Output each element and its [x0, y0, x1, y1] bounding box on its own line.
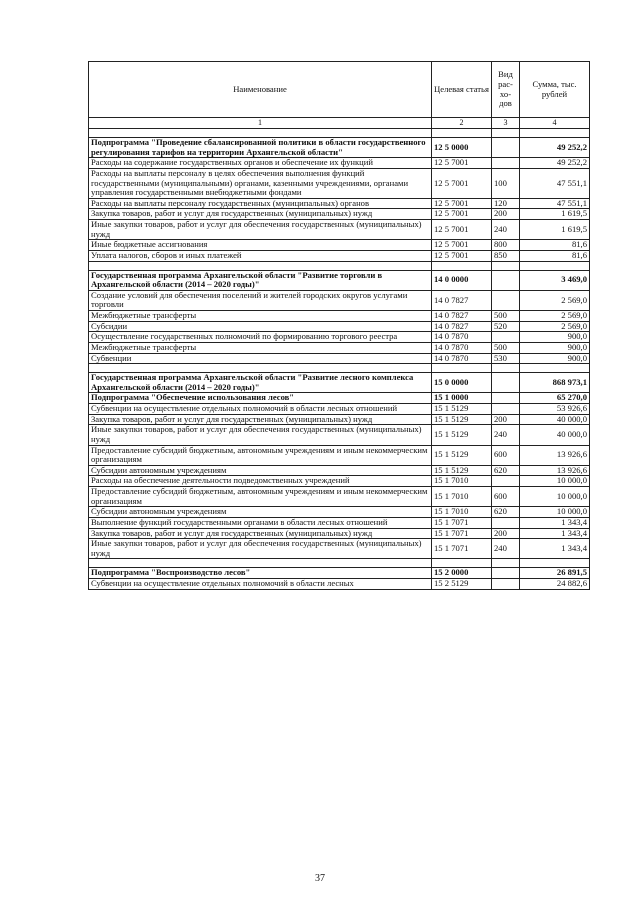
row-target-article: 14 0 0000 [432, 270, 492, 290]
row-expense-type: 800 [492, 240, 520, 251]
row-expense-type: 850 [492, 250, 520, 261]
row-target-article: 14 0 7870 [432, 353, 492, 364]
empty-cell [492, 559, 520, 568]
row-sum: 40 000,0 [520, 425, 590, 445]
row-target-article: 15 1 5129 [432, 414, 492, 425]
row-sum: 53 926,6 [520, 404, 590, 415]
row-name: Субвенции на осуществление отдельных полномочий в области лесных отношений [89, 404, 432, 415]
row-sum: 40 000,0 [520, 414, 590, 425]
row-target-article: 15 2 0000 [432, 568, 492, 579]
row-sum: 1 343,4 [520, 539, 590, 559]
row-sum: 900,0 [520, 342, 590, 353]
row-name: Субсидии [89, 321, 432, 332]
row-target-article: 15 1 7010 [432, 507, 492, 518]
row-sum: 2 569,0 [520, 290, 590, 310]
row-sum: 10 000,0 [520, 476, 590, 487]
header-expense-type: Вид рас- хо- дов [492, 62, 520, 118]
row-expense-type [492, 404, 520, 415]
empty-cell [89, 261, 432, 270]
row-expense-type [492, 476, 520, 487]
table-row [89, 579, 590, 590]
row-expense-type: 600 [492, 487, 520, 507]
empty-cell [432, 129, 492, 138]
row-expense-type [492, 579, 520, 590]
row-name: Подпрограмма "Воспроизводство лесов" [89, 568, 432, 579]
row-expense-type [492, 332, 520, 343]
table-row [89, 240, 590, 251]
row-expense-type [492, 568, 520, 579]
row-expense-type: 620 [492, 465, 520, 476]
table-row [89, 158, 590, 169]
row-expense-type: 520 [492, 321, 520, 332]
table-row [89, 270, 590, 290]
row-name: Субвенции [89, 353, 432, 364]
empty-cell [492, 364, 520, 373]
table-body [89, 129, 590, 590]
row-expense-type: 600 [492, 445, 520, 465]
row-name: Субсидии автономным учреждениям [89, 507, 432, 518]
table-row [89, 198, 590, 209]
row-name: Межбюджетные трансферты [89, 311, 432, 322]
row-expense-type: 240 [492, 539, 520, 559]
row-expense-type: 240 [492, 425, 520, 445]
table-row [89, 425, 590, 445]
row-sum: 2 569,0 [520, 321, 590, 332]
row-name: Иные закупки товаров, работ и услуг для обеспечения государственных (муниципальных) нужд [89, 425, 432, 445]
column-number-row [89, 118, 590, 129]
table-row [89, 568, 590, 579]
row-target-article: 15 1 7010 [432, 487, 492, 507]
column-number: 1 [89, 118, 432, 129]
row-sum: 49 252,2 [520, 138, 590, 158]
row-expense-type: 200 [492, 209, 520, 220]
spacer-row [89, 261, 590, 270]
row-expense-type [492, 290, 520, 310]
row-expense-type [492, 517, 520, 528]
row-target-article: 14 0 7870 [432, 342, 492, 353]
table-row [89, 342, 590, 353]
row-target-article: 15 1 5129 [432, 425, 492, 445]
row-name: Иные закупки товаров, работ и услуг для обеспечения государственных (муниципальных) нужд [89, 220, 432, 240]
row-name: Подпрограмма "Проведение сбалансированной политики в области государственного регулирования тарифов на территории Архангельской области" [89, 138, 432, 158]
empty-cell [432, 261, 492, 270]
row-sum: 1 619,5 [520, 220, 590, 240]
row-sum: 81,6 [520, 250, 590, 261]
row-name: Межбюджетные трансферты [89, 342, 432, 353]
empty-cell [520, 129, 590, 138]
table-row [89, 373, 590, 393]
row-name: Расходы на выплаты персоналу в целях обеспечения выполнения функций государственными (муниципальными) органами, казенными учреждениями, органами управления государственными внебюджетными фондами [89, 168, 432, 198]
row-name: Расходы на выплаты персоналу государственных (муниципальных) органов [89, 198, 432, 209]
row-name: Иные бюджетные ассигнования [89, 240, 432, 251]
row-expense-type: 530 [492, 353, 520, 364]
row-sum: 13 926,6 [520, 445, 590, 465]
row-sum: 3 469,0 [520, 270, 590, 290]
row-expense-type: 200 [492, 528, 520, 539]
row-name: Создание условий для обеспечения поселений и жителей городских округов услугами торговли [89, 290, 432, 310]
row-expense-type: 120 [492, 198, 520, 209]
row-sum: 47 551,1 [520, 198, 590, 209]
row-expense-type [492, 138, 520, 158]
row-name: Закупка товаров, работ и услуг для государственных (муниципальных) нужд [89, 414, 432, 425]
row-sum: 47 551,1 [520, 168, 590, 198]
row-name: Расходы на обеспечение деятельности подведомственных учреждений [89, 476, 432, 487]
row-name: Выполнение функций государственными органами в области лесных отношений [89, 517, 432, 528]
row-expense-type: 240 [492, 220, 520, 240]
row-name: Осуществление государственных полномочий по формированию торгового реестра [89, 332, 432, 343]
row-name: Иные закупки товаров, работ и услуг для обеспечения государственных (муниципальных) нужд [89, 539, 432, 559]
row-expense-type [492, 393, 520, 404]
column-number: 3 [492, 118, 520, 129]
table-row [89, 290, 590, 310]
row-name: Подпрограмма "Обеспечение использования лесов" [89, 393, 432, 404]
row-expense-type: 500 [492, 311, 520, 322]
row-target-article: 12 5 7001 [432, 158, 492, 169]
table-row [89, 517, 590, 528]
row-sum: 26 891,5 [520, 568, 590, 579]
row-expense-type: 500 [492, 342, 520, 353]
row-target-article: 15 1 7071 [432, 528, 492, 539]
row-name: Предоставление субсидий бюджетным, автономным учреждениям и иным некоммерческим организациям [89, 445, 432, 465]
row-target-article: 15 1 5129 [432, 465, 492, 476]
empty-cell [492, 129, 520, 138]
table-row [89, 311, 590, 322]
row-name: Субвенции на осуществление отдельных полномочий в области лесных [89, 579, 432, 590]
table-row [89, 250, 590, 261]
table-row [89, 507, 590, 518]
row-sum: 2 569,0 [520, 311, 590, 322]
table-row [89, 528, 590, 539]
row-target-article: 14 0 7827 [432, 311, 492, 322]
row-target-article: 12 5 7001 [432, 250, 492, 261]
row-target-article: 12 5 7001 [432, 198, 492, 209]
table-row [89, 414, 590, 425]
row-target-article: 12 5 7001 [432, 220, 492, 240]
row-target-article: 15 1 7071 [432, 517, 492, 528]
row-expense-type [492, 270, 520, 290]
row-name: Государственная программа Архангельской области "Развитие лесного комплекса Архангельской области (2014 – 2020 годы)" [89, 373, 432, 393]
row-target-article: 15 1 5129 [432, 445, 492, 465]
table-row [89, 332, 590, 343]
row-sum: 1 619,5 [520, 209, 590, 220]
table-row [89, 220, 590, 240]
row-sum: 868 973,1 [520, 373, 590, 393]
row-expense-type [492, 158, 520, 169]
row-name: Предоставление субсидий бюджетным, автономным учреждениям и иным некоммерческим организациям [89, 487, 432, 507]
row-target-article: 14 0 7827 [432, 290, 492, 310]
table-row [89, 209, 590, 220]
row-sum: 81,6 [520, 240, 590, 251]
page-number: 37 [315, 873, 325, 884]
row-name: Государственная программа Архангельской области "Развитие торговли в Архангельской области (2014 – 2020 годы)" [89, 270, 432, 290]
table-row [89, 476, 590, 487]
table-row [89, 138, 590, 158]
row-expense-type [492, 373, 520, 393]
header-sum: Сумма, тыс. рублей [520, 62, 590, 118]
row-sum: 49 252,2 [520, 158, 590, 169]
row-target-article: 12 5 7001 [432, 168, 492, 198]
column-number: 4 [520, 118, 590, 129]
row-target-article: 15 0 0000 [432, 373, 492, 393]
row-sum: 1 343,4 [520, 528, 590, 539]
header-target-article: Целевая статья [432, 62, 492, 118]
row-name: Уплата налогов, сборов и иных платежей [89, 250, 432, 261]
row-target-article: 15 1 7071 [432, 539, 492, 559]
row-expense-type: 200 [492, 414, 520, 425]
table-header-row [89, 62, 590, 118]
row-sum: 900,0 [520, 353, 590, 364]
row-sum: 1 343,4 [520, 517, 590, 528]
empty-cell [492, 261, 520, 270]
row-sum: 900,0 [520, 332, 590, 343]
row-name: Закупка товаров, работ и услуг для государственных (муниципальных) нужд [89, 528, 432, 539]
row-target-article: 12 5 7001 [432, 209, 492, 220]
row-target-article: 15 1 0000 [432, 393, 492, 404]
empty-cell [432, 364, 492, 373]
table-row [89, 404, 590, 415]
row-expense-type: 620 [492, 507, 520, 518]
empty-cell [520, 364, 590, 373]
budget-table [88, 61, 590, 590]
table-row [89, 487, 590, 507]
row-target-article: 15 2 5129 [432, 579, 492, 590]
row-target-article: 14 0 7827 [432, 321, 492, 332]
row-target-article: 12 5 7001 [432, 240, 492, 251]
row-target-article: 15 1 5129 [432, 404, 492, 415]
table-row [89, 465, 590, 476]
empty-cell [520, 261, 590, 270]
table-row [89, 353, 590, 364]
row-target-article: 15 1 7010 [432, 476, 492, 487]
row-sum: 13 926,6 [520, 465, 590, 476]
row-sum: 10 000,0 [520, 507, 590, 518]
row-sum: 65 270,0 [520, 393, 590, 404]
row-name: Расходы на содержание государственных органов и обеспечение их функций [89, 158, 432, 169]
row-expense-type: 100 [492, 168, 520, 198]
table-row [89, 539, 590, 559]
row-name: Закупка товаров, работ и услуг для государственных (муниципальных) нужд [89, 209, 432, 220]
row-target-article: 14 0 7870 [432, 332, 492, 343]
column-number: 2 [432, 118, 492, 129]
header-name: Наименование [89, 62, 432, 118]
row-target-article: 12 5 0000 [432, 138, 492, 158]
table-row [89, 393, 590, 404]
row-sum: 10 000,0 [520, 487, 590, 507]
row-name: Субсидии автономным учреждениям [89, 465, 432, 476]
row-sum: 24 882,6 [520, 579, 590, 590]
table-row [89, 168, 590, 198]
table-row [89, 445, 590, 465]
table-row [89, 321, 590, 332]
